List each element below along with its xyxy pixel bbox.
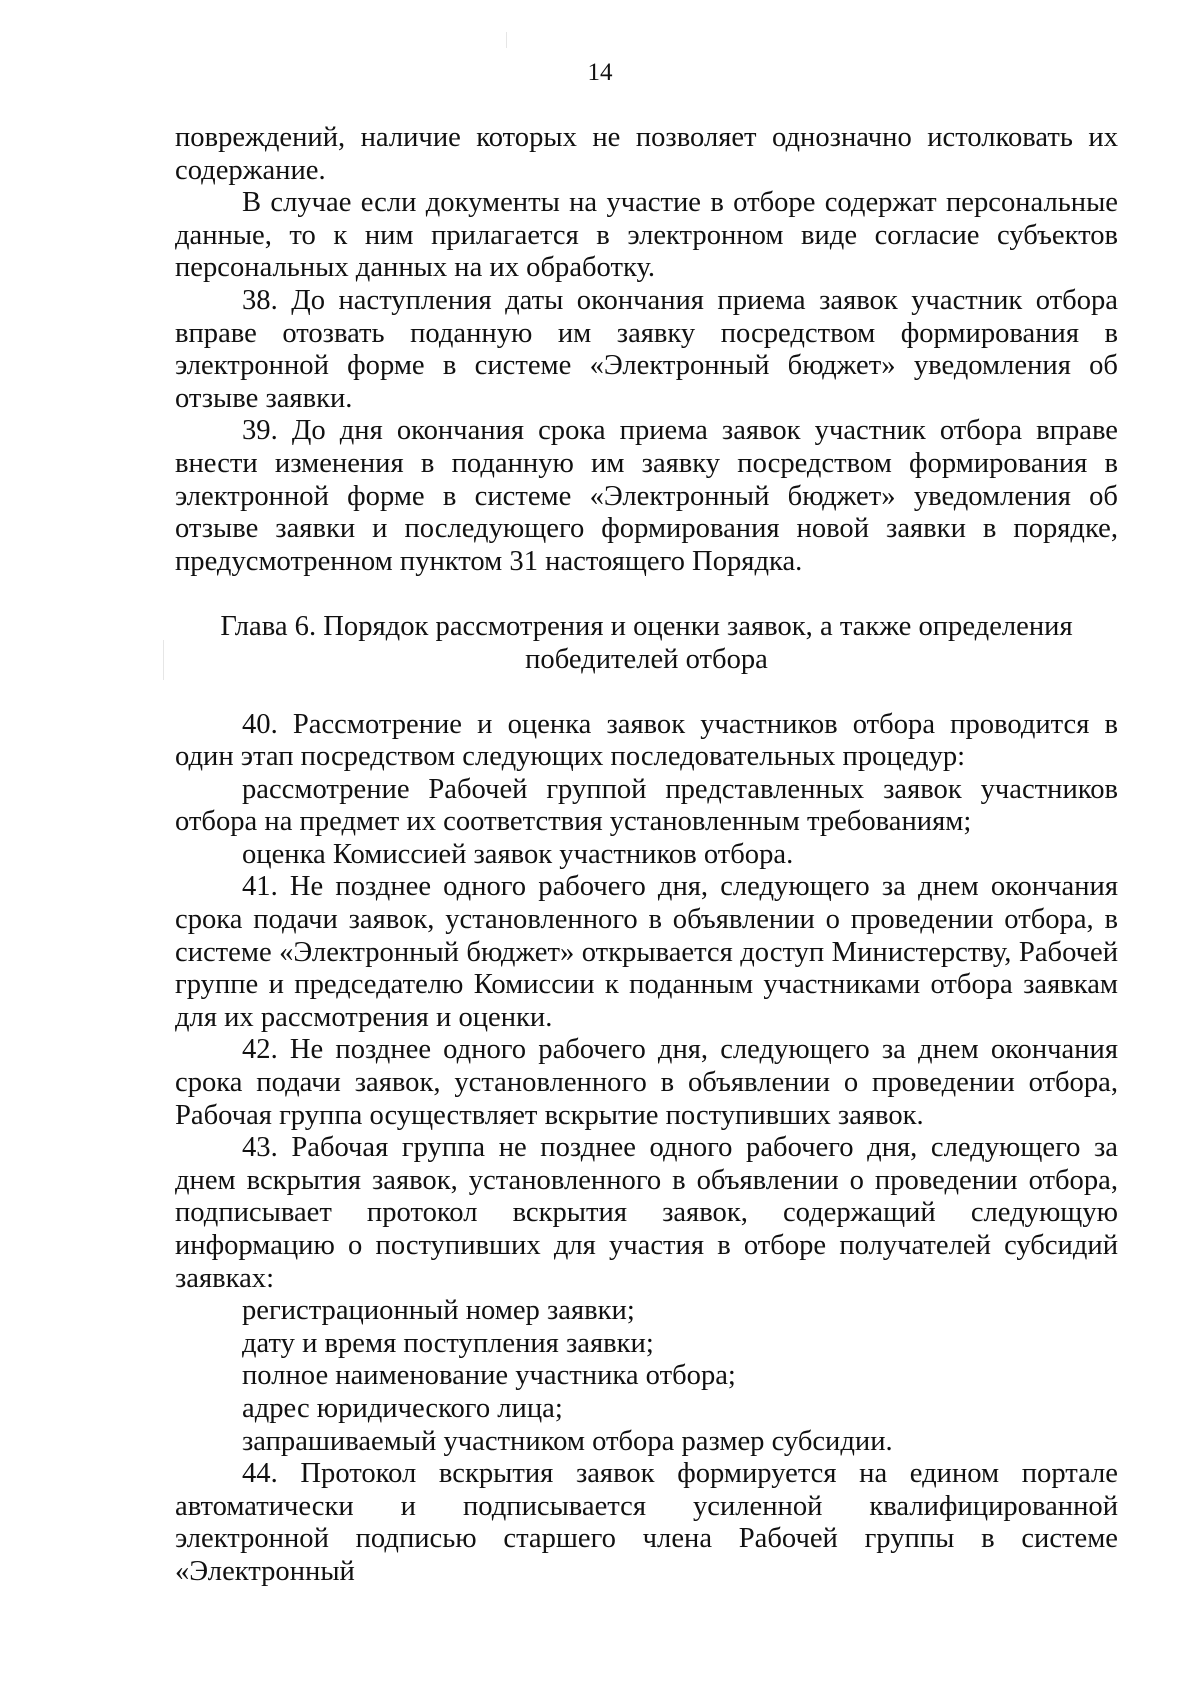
paragraph: 40. Рассмотрение и оценка заявок участников отбора проводится в один этап посредством следующих последовательных процедур: [175, 708, 1118, 773]
paragraphs-after-chapter [175, 709, 1118, 1589]
scan-artifact [163, 640, 164, 680]
paragraph: 44. Протокол вскрытия заявок формируется на едином портале автоматически и подписывается усиленной квалифицированной электронной подписью старшего члена Рабочей группы в системе «Электронный [175, 1458, 1118, 1587]
paragraph: запрашиваемый участником отбора размер субсидии. [242, 1425, 893, 1457]
chapter-heading: Глава 6. Порядок рассмотрения и оценки заявок, а также определения победителей отбора [220, 611, 1073, 675]
paragraph: полное наименование участника отбора; [242, 1360, 736, 1392]
paragraph: регистрационный номер заявки; [242, 1295, 635, 1327]
paragraph: оценка Комиссией заявок участников отбора. [242, 838, 794, 870]
page-number: 14 [587, 59, 613, 86]
heading-spacer [175, 677, 1118, 709]
scan-artifact [506, 32, 507, 48]
paragraph: 38. До наступления даты окончания приема заявок участник отбора вправе отозвать поданную им заявку посредством формирования в электронной форме в системе «Электронный бюджет» уведомления об отзыве заявки. [175, 284, 1118, 414]
paragraph: 39. До дня окончания срока приема заявок участник отбора вправе внести изменения в поданную им заявку посредством формирования в электронной форме в системе «Электронный бюджет» уведомления об отзыве заявки и последующего формирования новой заявки в порядке, предусмотренном пунктом 31 настоящего Порядка. [175, 415, 1118, 577]
paragraph: 42. Не позднее одного рабочего дня, следующего за днем окончания срока подачи заявок, установленного в объявлении о проведении отбора, Рабочая группа осуществляет вскрытие поступивших заявок. [175, 1034, 1118, 1131]
paragraph: рассмотрение Рабочей группой представленных заявок участников отбора на предмет их соответствия установленным требованиям; [175, 773, 1118, 838]
paragraph: 41. Не позднее одного рабочего дня, следующего за днем окончания срока подачи заявок, установленного в объявлении о проведении отбора, в системе «Электронный бюджет» открывается доступ Министерству, Рабочей группе и председателю Комиссии к поданным участниками отбора заявкам для их рассмотрения и оценки. [175, 871, 1118, 1033]
paragraphs-before-chapter [175, 122, 1118, 578]
document-body [175, 122, 1118, 1589]
paragraph: В случае если документы на участие в отборе содержат персональные данные, то к ним прилагается в электронном виде согласие субъектов персональных данных на их обработку. [175, 187, 1118, 284]
paragraph: 43. Рабочая группа не позднее одного рабочего дня, следующего за днем вскрытия заявок, установленного в объявлении о проведении отбора, подписывает протокол вскрытия заявок, содержащий следующую информацию о поступивших для участия в отборе получателей субсидий заявках: [175, 1132, 1118, 1294]
paragraph: адрес юридического лица; [242, 1392, 563, 1424]
paragraph: повреждений, наличие которых не позволяет однозначно истолковать их содержание. [175, 122, 1118, 186]
paragraph: дату и время поступления заявки; [242, 1327, 654, 1359]
